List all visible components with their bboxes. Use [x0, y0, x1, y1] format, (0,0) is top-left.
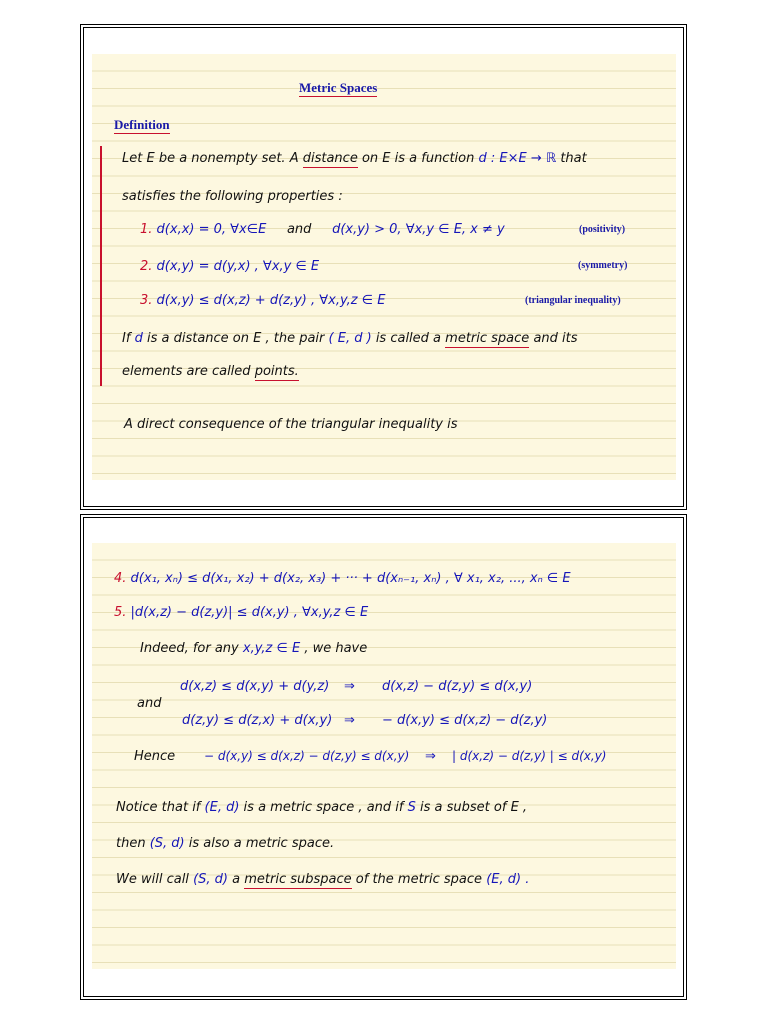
hence-word: Hence: [134, 749, 176, 764]
slide-1-paper: [92, 54, 676, 480]
equation-3-arrow: ⇒: [425, 749, 436, 764]
equation-2-left: d(z,y) ≤ d(z,x) + d(x,y): [182, 713, 333, 728]
slide-2-paper: [92, 543, 676, 969]
equation-3-right: | d(x,z) − d(z,y) | ≤ d(x,y): [452, 749, 607, 763]
and-word: and: [137, 696, 162, 711]
symmetry-label: (symmetry): [578, 260, 628, 271]
definition-margin-bar: [100, 146, 102, 386]
equation-3-left: − d(x,y) ≤ d(x,z) − d(z,y) ≤ d(x,y): [204, 749, 410, 763]
consequence-line: A direct consequence of the triangular inequality is: [124, 417, 458, 432]
definition-line-1: Let E be a nonempty set. A distance on E is a function d : E×E → ℝ that: [122, 151, 587, 166]
notice-line: Notice that if (E, d) is a metric space , and if S is a subset of E ,: [116, 800, 528, 815]
positivity-label: (positivity): [579, 224, 626, 235]
equation-1-left: d(x,z) ≤ d(x,y) + d(y,z): [180, 679, 330, 694]
property-5: 5. |d(x,z) − d(z,y)| ≤ d(x,y) , ∀x,y,z ∈ E: [114, 605, 369, 620]
definition-line-7: elements are called points.: [122, 364, 299, 379]
property-1: 1. d(x,x) = 0, ∀x∈E and d(x,y) > 0, ∀x,y ∈ E, x ≠ y: [140, 222, 505, 237]
page-title: Metric Spaces: [299, 80, 378, 95]
triangular-inequality-label: (triangular inequality): [525, 295, 621, 306]
equation-1-arrow: ⇒: [344, 679, 355, 694]
property-4: 4. d(x₁, xₙ) ≤ d(x₁, x₂) + d(x₂, x₃) + ··· + d(xₙ₋₁, xₙ) , ∀ x₁, x₂, ..., xₙ ∈ E: [114, 571, 571, 586]
definition-heading: Definition: [114, 117, 170, 132]
then-line: then (S, d) is also a metric space.: [116, 836, 335, 851]
indeed-line: Indeed, for any x,y,z ∈ E , we have: [140, 641, 368, 656]
definition-line-2: satisfies the following properties :: [122, 189, 343, 204]
equation-2-arrow: ⇒: [344, 713, 355, 728]
property-2: 2. d(x,y) = d(y,x) , ∀x,y ∈ E: [140, 259, 320, 274]
metric-subspace-line: We will call (S, d) a metric subspace of the metric space (E, d) .: [116, 872, 530, 887]
equation-2-right: − d(x,y) ≤ d(x,z) − d(z,y): [382, 713, 548, 728]
equation-1-right: d(x,z) − d(z,y) ≤ d(x,y): [382, 679, 533, 694]
definition-line-6: If d is a distance on E , the pair ( E, d ) is called a metric space and its: [122, 331, 578, 346]
property-3: 3. d(x,y) ≤ d(x,z) + d(z,y) , ∀x,y,z ∈ E: [140, 293, 386, 308]
